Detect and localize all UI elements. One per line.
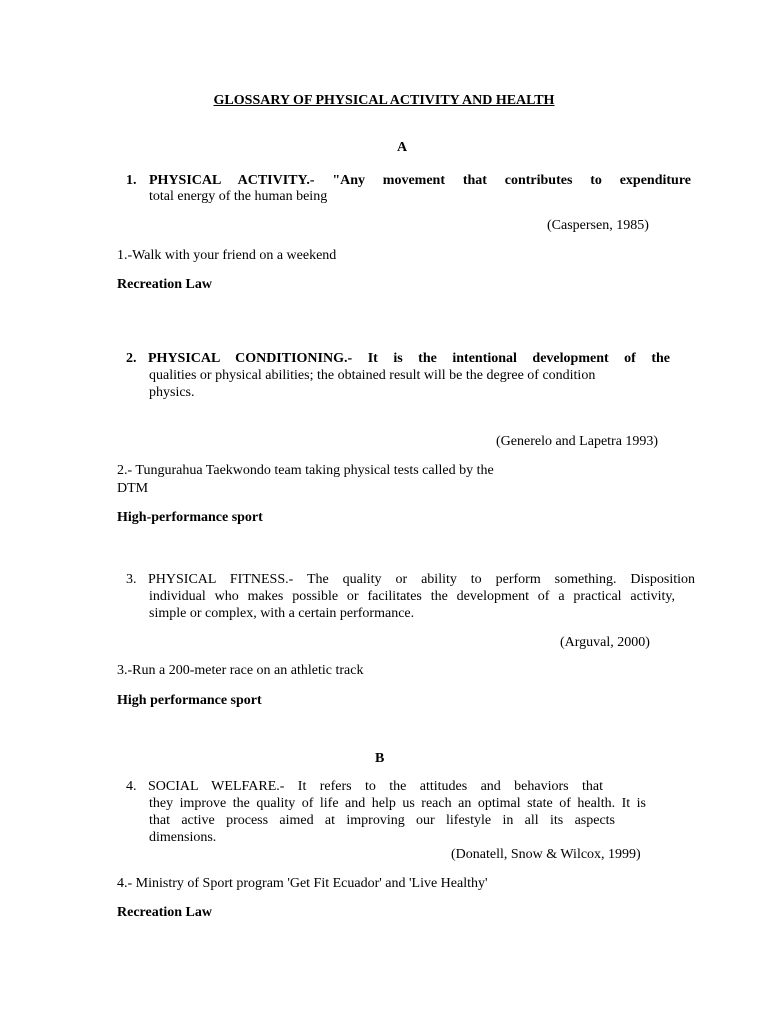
entry-2-line1 bbox=[148, 351, 670, 367]
section-letter-b: B bbox=[375, 751, 385, 766]
entry-3-line1: PHYSICAL FITNESS.- The quality or ability to perform something. Disposition bbox=[148, 572, 695, 587]
entry-4-number: 4. bbox=[126, 779, 137, 794]
page-title: GLOSSARY OF PHYSICAL ACTIVITY AND HEALTH bbox=[213, 93, 555, 108]
entry-1-line2: total energy of the human being bbox=[149, 189, 328, 204]
entry-1-definition-start: "Any movement that contributes to expenditure bbox=[332, 173, 691, 188]
entry-3-number: 3. bbox=[126, 572, 137, 587]
entry-2-line3: physics. bbox=[149, 385, 195, 400]
entry-4-source: (Donatell, Snow & Wilcox, 1999) bbox=[451, 847, 641, 862]
entry-4-line2: they improve the quality of life and help us reach an optimal state of health. It is bbox=[149, 796, 646, 811]
entry-3-example: 3.-Run a 200-meter race on an athletic track bbox=[117, 663, 364, 678]
entry-2-example-line2: DTM bbox=[117, 481, 149, 496]
entry-2-definition-start: It is the intentional development of the bbox=[367, 351, 671, 366]
entry-4-line3: that active process aimed at improving our lifestyle in all its aspects bbox=[149, 813, 615, 828]
entry-4-category: Recreation Law bbox=[117, 905, 212, 920]
entry-2-line2: qualities or physical abilities; the obtained result will be the degree of condition bbox=[149, 368, 596, 383]
entry-2-category: High-performance sport bbox=[117, 510, 263, 525]
entry-3-line3: simple or complex, with a certain performance. bbox=[149, 606, 415, 621]
entry-1-category: Recreation Law bbox=[117, 277, 212, 292]
entry-3-source: (Arguval, 2000) bbox=[560, 635, 650, 650]
entry-4-line1: SOCIAL WELFARE.- It refers to the attitudes and behaviors that bbox=[148, 779, 603, 794]
entry-2-example-line1: 2.- Tungurahua Taekwondo team taking physical tests called by the bbox=[117, 463, 494, 478]
entry-2-term: PHYSICAL CONDITIONING.- bbox=[148, 351, 353, 366]
entry-2-source: (Generelo and Lapetra 1993) bbox=[496, 434, 659, 449]
entry-1-line1 bbox=[149, 173, 691, 189]
entry-4-line4: dimensions. bbox=[149, 830, 217, 845]
entry-1-example: 1.-Walk with your friend on a weekend bbox=[117, 248, 337, 263]
entry-4-example: 4.- Ministry of Sport program 'Get Fit Ecuador' and 'Live Healthy' bbox=[117, 876, 488, 891]
section-letter-a: A bbox=[397, 140, 408, 155]
entry-3-line2: individual who makes possible or facilitates the development of a practical activity, bbox=[149, 589, 675, 604]
entry-1-term: PHYSICAL ACTIVITY.- bbox=[149, 173, 315, 188]
entry-1-source: (Caspersen, 1985) bbox=[547, 218, 649, 233]
entry-2-number: 2. bbox=[126, 351, 137, 366]
entry-3-category: High performance sport bbox=[117, 693, 262, 708]
entry-1-number: 1. bbox=[126, 173, 137, 188]
